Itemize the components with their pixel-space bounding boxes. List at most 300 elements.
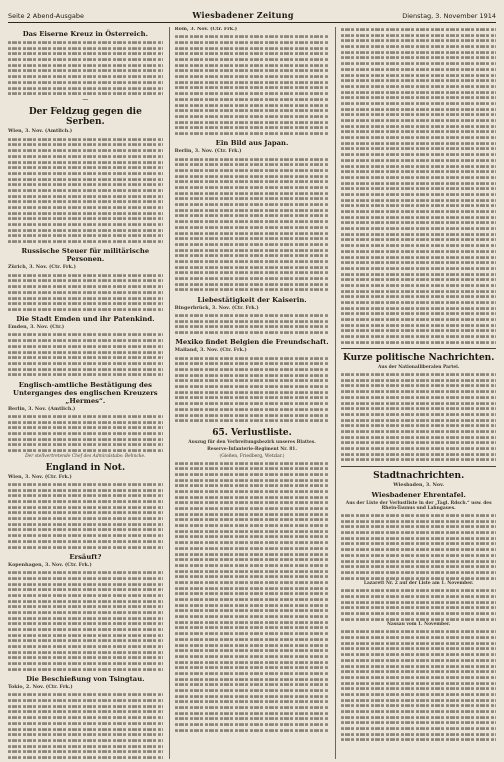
text-line [8,512,163,515]
text-line [341,199,496,202]
text-line [341,407,496,410]
text-line [175,98,330,101]
text-line [175,374,330,377]
article-body [8,570,163,672]
text-line [175,186,330,189]
text-line [8,339,163,342]
text-line [341,648,496,651]
text-line [341,554,496,557]
text-line [175,237,330,240]
text-line [8,351,163,354]
text-line [175,490,330,493]
text-line [175,479,330,482]
text-line [8,623,163,626]
text-line [341,379,496,382]
text-line [175,397,330,400]
text-line [8,645,163,648]
text-line [341,40,496,43]
section-subtitle: Aus der Nationalliberalen Partei. [377,365,460,371]
text-line [8,739,163,742]
text-line [8,640,163,643]
text-line [8,426,163,429]
headline-kaiserin: Liebestätigkeit der Kaiserin. [197,295,307,304]
text-line [8,571,163,574]
text-line [175,672,330,675]
text-line [175,132,330,135]
text-line [341,170,496,173]
text-line [341,642,496,645]
text-line [341,57,496,60]
text-line [175,530,330,533]
text-line [341,682,496,685]
text-line [8,47,163,50]
text-line [341,537,496,540]
text-line [175,661,330,664]
text-line [341,74,496,77]
text-line [341,165,496,168]
text-line [341,693,496,696]
text-line [175,729,330,732]
text-line [175,575,330,578]
text-line [8,92,163,95]
text-line [341,28,496,31]
dateline: Tokio, 2. Nov. (Ctr. Frk.) [8,684,73,691]
text-line [175,226,330,229]
text-line [8,285,163,288]
headline-feldzug-serben: Der Feldzug gegen die Serben. [28,107,142,128]
headline-emden: Die Stadt Emden und ihr Patenkind. [16,315,155,324]
article-columns [8,27,496,759]
text-line [8,81,163,84]
text-line [341,261,496,264]
verlustliste-regiment: Reserve-Infanterie-Regiment Nr. 81. [207,446,297,452]
text-line [175,666,330,669]
text-line [175,92,330,95]
text-line [8,229,163,232]
text-line [175,254,330,257]
text-line [8,534,163,537]
text-line [175,632,330,635]
text-line [341,442,496,445]
text-line [8,212,163,215]
text-line [8,444,163,447]
text-line [8,668,163,671]
text-line [341,227,496,230]
text-line [8,274,163,277]
text-line [8,149,163,152]
header-date: Dienstag, 3. November 1914 [402,12,496,20]
text-line [341,125,496,128]
text-line [175,260,330,263]
text-line [341,595,496,598]
text-line [341,318,496,321]
text-line [8,291,163,294]
text-line [175,64,330,67]
text-line [8,705,163,708]
text-line [341,284,496,287]
text-line [175,638,330,641]
text-line [341,687,496,690]
text-line [8,144,163,147]
divider [341,348,496,349]
text-line [341,722,496,725]
text-line [8,432,163,435]
text-line [341,733,496,736]
text-line [8,506,163,509]
text-line [175,163,330,166]
article-body [8,137,163,245]
text-line [175,272,330,275]
text-line [8,694,163,697]
text-line [175,314,330,317]
text-line [341,402,496,405]
text-line [8,588,163,591]
text-line [175,289,330,292]
text-line [341,636,496,639]
text-line [341,307,496,310]
text-line [8,53,163,56]
text-line [175,408,330,411]
text-line [8,240,163,243]
text-line [175,718,330,721]
text-line [175,627,330,630]
text-line [341,324,496,327]
text-line [175,243,330,246]
text-line [341,273,496,276]
text-line [8,70,163,73]
text-line [341,716,496,719]
text-line [8,489,163,492]
text-line [8,651,163,654]
text-line [8,235,163,238]
text-line [8,750,163,753]
text-line [175,507,330,510]
text-line [175,81,330,84]
text-line [8,756,163,759]
text-line [8,302,163,305]
text-line [341,119,496,122]
text-line [341,676,496,679]
text-line [341,560,496,563]
text-line [175,87,330,90]
article-body [8,40,163,96]
text-line [175,402,330,405]
text-line [175,368,330,371]
text-line [175,678,330,681]
divider: — [82,96,89,104]
article-body [8,692,163,759]
text-line [8,87,163,90]
text-line [175,593,330,596]
text-line [8,345,163,348]
text-line [175,126,330,129]
text-line [175,326,330,329]
text-line [175,283,330,286]
text-line [341,699,496,702]
text-line [175,536,330,539]
text-line [175,502,330,505]
text-line [8,711,163,714]
text-line [175,655,330,658]
text-line [175,473,330,476]
text-line [175,70,330,73]
text-line [175,414,330,417]
ehrentafel-subheading: Lazarett Nr. 2 auf der Liste am 1. November. [363,581,474,587]
headline-ersaeuft: Ersäuft? [69,552,102,561]
ehrentafel-subheading: Nassau vom 1. November. [386,622,451,628]
text-line [341,705,496,708]
text-line [175,158,330,161]
text-line [341,159,496,162]
dateline: Wien, 3. Nov. (Ctr. Frk.) [8,473,72,480]
text-line [341,233,496,236]
text-line [341,514,496,517]
text-line [341,114,496,117]
article-body [175,34,330,136]
text-line [175,198,330,201]
text-line [175,232,330,235]
text-line [341,131,496,134]
dateline: Kopenhagen, 3. Nov. (Ctr. Frk.) [8,561,92,568]
text-line [8,183,163,186]
article-body [8,414,163,453]
ehrentafel-subtitle: Aus der Liste der Verlustliste in der „Tagl. Rdsch.“ usw. des Rhein-Taunus und Lahngaues. [345,501,492,512]
text-line [8,594,163,597]
text-line [341,51,496,54]
text-line [175,357,330,360]
text-line [175,519,330,522]
text-line [341,182,496,185]
text-line [8,172,163,175]
text-line [341,665,496,668]
text-line [175,220,330,223]
text-line [8,657,163,660]
text-line [341,216,496,219]
article-body [341,629,496,742]
text-line [8,362,163,365]
text-line [175,181,330,184]
text-line [175,553,330,556]
text-line [341,335,496,338]
text-line [341,250,496,253]
text-line [341,459,496,462]
text-line [341,548,496,551]
text-line [175,331,330,334]
page-header [8,6,496,23]
article-body [341,27,496,345]
divider [341,466,496,467]
text-line [341,430,496,433]
text-line [341,390,496,393]
text-line [175,380,330,383]
text-line [175,541,330,544]
text-line [341,176,496,179]
text-line [175,547,330,550]
column-3 [335,27,496,759]
text-line [341,85,496,88]
text-line [175,644,330,647]
headline-ehrentafel: Wiesbadener Ehrentafel. [371,491,466,500]
text-line [341,102,496,105]
text-line [8,577,163,580]
dateline: Rom, 3. Nov. (Ctr. Frk.) [174,27,238,32]
text-line [175,524,330,527]
text-line [175,695,330,698]
text-line [8,415,163,418]
text-line [175,215,330,218]
text-line [8,58,163,61]
text-line [175,570,330,573]
text-line [175,558,330,561]
text-line [341,659,496,662]
text-line [8,617,163,620]
dateline: Wien, 3. Nov. (Amtlich.) [8,128,73,135]
text-line [341,79,496,82]
headline-mexiko: Mexiko findet Belgien die Freundschaft. [175,338,329,347]
text-line [8,483,163,486]
text-line [175,701,330,704]
text-line [8,699,163,702]
headline-hermes: Englisch-amtliche Bestätigung des Unterganges des englischen Kreuzers „Hermes“. [13,380,158,405]
text-line [8,334,163,337]
text-line [175,462,330,465]
text-line [341,222,496,225]
text-line [341,385,496,388]
text-line [341,187,496,190]
text-line [341,62,496,65]
text-line [175,598,330,601]
signoff: Der stellvertretende Chef des Admiralstabs: Behncke. [25,453,146,459]
text-line [341,396,496,399]
text-line [8,373,163,376]
text-line [341,739,496,742]
text-line [175,621,330,624]
verlustliste-subtitle: Auszug für den Verbreitungsbezirk unseres Blattes. [188,439,316,445]
text-line [8,64,163,67]
text-line [175,723,330,726]
text-line [341,373,496,376]
text-line [341,601,496,604]
text-line [175,115,330,118]
text-line [341,520,496,523]
text-line [341,142,496,145]
text-line [8,155,163,158]
dateline: Emden, 3. Nov. (Ctr.) [8,324,65,331]
headline-stadtnachrichten: Stadtnachrichten. [373,470,465,481]
text-line [8,138,163,141]
text-line [341,68,496,71]
header-page-label: Seite 2 Abend-Ausgabe [8,12,84,20]
headline-eiserne-kreuz: Das Eiserne Kreuz in Österreich. [22,30,148,38]
text-line [175,684,330,687]
text-line [341,424,496,427]
text-line [175,209,330,212]
text-line [341,447,496,450]
text-line [341,543,496,546]
text-line [341,710,496,713]
text-line [341,571,496,574]
text-line [175,249,330,252]
text-line [175,175,330,178]
text-line [175,363,330,366]
text-line [341,45,496,48]
text-line [175,109,330,112]
text-line [8,517,163,520]
text-line [175,391,330,394]
dateline: Wiesbaden, 3. Nov. [393,481,445,488]
text-line [8,611,163,614]
text-line [341,313,496,316]
text-line [8,438,163,441]
text-line [8,716,163,719]
text-line [175,615,330,618]
text-line [8,583,163,586]
text-line [8,189,163,192]
text-line [8,728,163,731]
text-line [175,604,330,607]
text-line [341,653,496,656]
dateline: Berlin, 3. Nov. (Ctr. Frk.) [174,148,242,155]
text-line [8,449,163,452]
dateline: Bingerbrück, 3. Nov. (Ctr. Frk.) [174,304,259,311]
text-line [175,192,330,195]
text-line [341,341,496,344]
text-line [341,577,496,580]
text-line [8,297,163,300]
article-body [8,332,163,377]
text-line [8,600,163,603]
text-line [341,612,496,615]
text-line [341,330,496,333]
text-line [8,529,163,532]
text-line [8,540,163,543]
text-line [341,210,496,213]
text-line [175,581,330,584]
headline-england-in-not: England in Not. [45,462,126,473]
text-line [175,564,330,567]
text-line [341,34,496,37]
text-line [8,745,163,748]
text-line [8,628,163,631]
text-line [341,193,496,196]
text-line [175,169,330,172]
text-line [8,722,163,725]
text-line [341,419,496,422]
article-body [8,482,163,550]
text-line [175,513,330,516]
article-body [175,313,330,335]
text-line [175,53,330,56]
masthead-title: Wiesbadener Zeitung [192,10,294,20]
text-line [175,41,330,44]
text-line [8,523,163,526]
headline-tsingtau: Die Beschießung von Tsingtau. [26,675,145,684]
column-2 [169,27,330,759]
text-line [8,500,163,503]
headline-bild-japan: Ein Bild aus Japan. [215,139,289,148]
text-line [175,75,330,78]
text-line [341,301,496,304]
text-line [8,495,163,498]
text-line [341,727,496,730]
text-line [8,605,163,608]
text-line [8,308,163,311]
text-line [175,47,330,50]
article-body [341,513,496,581]
text-line [8,201,163,204]
headline-verlustliste: 65. Verlustliste. [212,427,292,438]
text-line [8,178,163,181]
